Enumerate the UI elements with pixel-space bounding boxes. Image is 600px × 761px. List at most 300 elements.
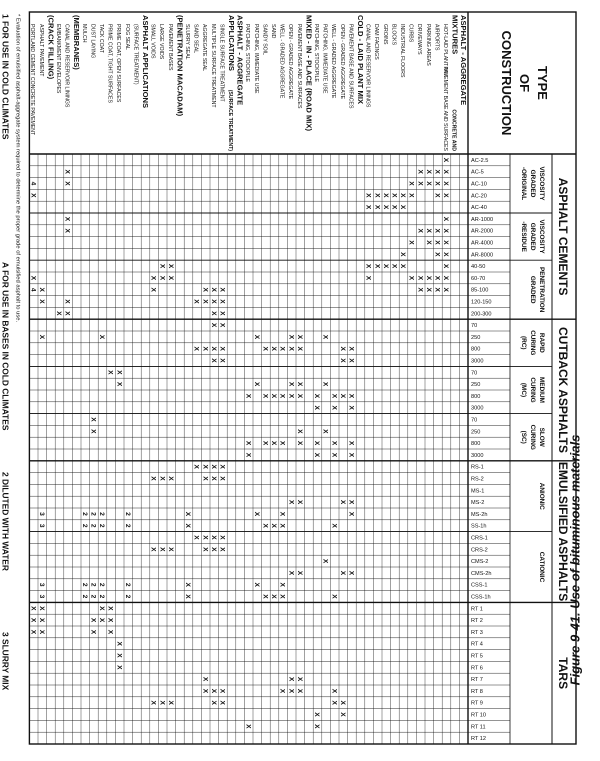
column-label: RT 7 xyxy=(471,677,483,684)
cell-mark: X xyxy=(442,240,450,245)
cell-mark: X xyxy=(29,617,37,623)
cell-mark: X xyxy=(184,582,192,587)
cell-mark: X xyxy=(201,346,209,351)
cell-mark: X xyxy=(364,263,372,269)
cell-mark: X xyxy=(244,393,252,399)
cell-mark: X xyxy=(287,381,295,387)
cell-mark: 3 xyxy=(37,512,45,516)
row-label-extra: (SURFACE TREATMENT) xyxy=(227,89,233,151)
cell-mark: X xyxy=(313,405,321,410)
cell-mark: X xyxy=(407,193,415,198)
column-label: 800 xyxy=(471,441,481,448)
cell-mark: X xyxy=(416,181,424,186)
cell-mark: X xyxy=(261,523,269,528)
subgroup-header: GRADED xyxy=(529,222,536,251)
cell-mark: X xyxy=(89,417,97,422)
column-label: 800 xyxy=(471,346,481,353)
cell-mark: X xyxy=(261,440,269,446)
column-label: RT 2 xyxy=(471,618,483,625)
section-label: (PENETRATION MACADAM) xyxy=(175,15,185,117)
cell-mark: X xyxy=(158,263,166,269)
row-label: EMBANKMENT ENVELOPES xyxy=(55,24,61,94)
cell-mark: X xyxy=(330,688,338,694)
cell-mark: X xyxy=(209,476,217,481)
cell-mark: X xyxy=(295,499,303,505)
cell-mark: X xyxy=(37,287,45,292)
column-label: RT 8 xyxy=(471,688,483,695)
column-label: CMS-2 xyxy=(471,559,489,566)
cell-mark: X xyxy=(330,393,338,399)
column-label: 70 xyxy=(471,417,478,424)
cell-mark: X xyxy=(106,617,114,623)
cell-mark: X xyxy=(270,523,278,528)
cell-mark: X xyxy=(399,193,407,198)
column-label: AC-5 xyxy=(471,169,484,176)
cell-mark: X xyxy=(347,358,355,363)
cell-mark: X xyxy=(321,429,329,434)
row-label: OPEN - GRADED AGGREGATE xyxy=(287,24,294,100)
cell-mark: 2 xyxy=(89,523,97,528)
cell-mark: X xyxy=(278,688,286,694)
cell-mark: X xyxy=(201,535,209,540)
cell-mark: 3 xyxy=(37,594,45,599)
cell-mark: X xyxy=(158,700,166,705)
column-label: 250 xyxy=(471,429,481,436)
cell-mark: X xyxy=(390,204,398,210)
cell-mark: X xyxy=(158,547,166,552)
cell-mark: X xyxy=(166,476,174,481)
row-label: SAND xyxy=(270,24,276,39)
cell-mark: 2 xyxy=(89,512,97,516)
type-of-construction-label: CONSTRUCTION xyxy=(499,30,514,136)
cell-mark: X xyxy=(321,558,329,564)
cell-mark: X xyxy=(330,700,338,705)
column-label: AR-4000 xyxy=(471,240,494,247)
group-header: TARS xyxy=(556,657,570,690)
cell-mark: X xyxy=(192,346,200,351)
cell-mark: X xyxy=(37,629,45,635)
cell-mark: X xyxy=(442,193,450,198)
row-label: BLOCKS xyxy=(390,24,397,46)
cell-mark: X xyxy=(115,641,123,646)
row-label: (SURFACE TREATMENT) xyxy=(132,24,139,85)
cell-mark: X xyxy=(244,452,252,458)
column-label: AC-40 xyxy=(471,205,487,212)
column-label: MS-1 xyxy=(471,488,485,495)
cell-mark: 3 xyxy=(37,523,45,528)
cell-mark: X xyxy=(295,688,303,694)
subgroup-header: CATIONIC xyxy=(538,551,545,583)
cell-mark: X xyxy=(201,299,209,304)
column-label: 200-300 xyxy=(471,311,492,318)
cell-mark: X xyxy=(287,688,295,694)
cell-mark: X xyxy=(433,252,441,257)
cell-mark: X xyxy=(63,299,71,304)
cell-mark: X xyxy=(338,499,346,505)
cell-mark: X xyxy=(295,346,303,351)
cell-mark: X xyxy=(399,263,407,269)
footnote-item: A FOR USE IN BASES IN COLD CLIMATES xyxy=(0,262,11,431)
cell-mark: X xyxy=(270,393,278,399)
row-label: AIRPORTS xyxy=(433,24,440,51)
cell-mark: X xyxy=(347,440,355,446)
cell-mark: X xyxy=(295,676,303,682)
cell-mark: X xyxy=(442,181,450,186)
cell-mark: X xyxy=(278,393,286,399)
column-label: AR-8000 xyxy=(471,252,494,259)
cell-mark: 2 xyxy=(123,594,131,599)
cell-mark: X xyxy=(278,523,286,528)
cell-mark: 2 xyxy=(123,582,131,587)
cell-mark: X xyxy=(424,275,432,281)
cell-mark: X xyxy=(433,169,441,174)
column-label: 85-100 xyxy=(471,287,489,294)
cell-mark: X xyxy=(106,629,114,635)
cell-mark: X xyxy=(442,275,450,281)
cell-mark: X xyxy=(295,334,303,340)
cell-mark: X xyxy=(252,511,260,517)
cell-mark: X xyxy=(29,606,37,611)
section-label: ASPHALT - AGGREGATE xyxy=(459,15,469,106)
row-label: PATCHING, IMMEDIATE USE xyxy=(252,24,259,94)
row-label: DAM FACINGS xyxy=(373,24,380,60)
cell-mark: 2 xyxy=(80,594,88,599)
cell-mark: X xyxy=(373,193,381,198)
cell-mark: X xyxy=(261,393,269,399)
cell-mark: X xyxy=(244,724,252,729)
cell-mark: X xyxy=(390,193,398,198)
cell-mark: X xyxy=(416,287,424,292)
cell-mark: X xyxy=(364,193,372,198)
footnote-item: 2 DILUTED WITH WATER xyxy=(0,472,11,571)
cell-mark: X xyxy=(209,322,217,328)
cell-mark: X xyxy=(218,287,226,292)
row-label-extra: PAVEMENT BASE AND SURFACES xyxy=(442,66,448,151)
column-label: MS-2h xyxy=(471,511,488,518)
cell-mark: X xyxy=(201,547,209,552)
row-label: DUST LAYING xyxy=(89,24,96,59)
row-label: TACK COAT xyxy=(98,24,104,53)
cell-mark: X xyxy=(416,275,424,281)
cell-mark: X xyxy=(218,464,226,469)
cell-mark: X xyxy=(218,346,226,351)
row-label: PATCHING, IMMEDIATE USE xyxy=(321,24,328,94)
cell-mark: X xyxy=(209,311,217,316)
cell-mark: X xyxy=(184,594,192,599)
cell-mark: X xyxy=(149,700,157,705)
cell-mark: X xyxy=(63,181,71,186)
cell-mark: X xyxy=(158,476,166,481)
cell-mark: X xyxy=(433,228,441,233)
row-label: SMALL VOIDS xyxy=(149,24,156,59)
cell-mark: 2 xyxy=(98,594,106,599)
subgroup-header: (MC) xyxy=(520,382,527,398)
cell-mark: X xyxy=(433,181,441,186)
column-label: RT 3 xyxy=(471,629,483,636)
cell-mark: X xyxy=(218,311,226,316)
cell-mark: X xyxy=(373,263,381,269)
column-label: RT 1 xyxy=(471,606,483,613)
cell-mark: X xyxy=(278,594,286,599)
group-header: CUTBACK ASPHALTS xyxy=(556,327,570,453)
cell-mark: X xyxy=(442,252,450,257)
column-label: 3000 xyxy=(471,405,484,412)
section-label: (CRACK FILLING) xyxy=(46,15,56,80)
row-label: GROINS xyxy=(381,24,388,45)
column-label: RT 6 xyxy=(471,665,483,672)
cell-mark: X xyxy=(184,511,192,517)
cell-mark: 2 xyxy=(80,523,88,528)
figure-caption xyxy=(560,380,590,740)
cell-mark: X xyxy=(373,204,381,210)
column-label: 70 xyxy=(471,323,478,330)
cell-mark: X xyxy=(338,570,346,576)
cell-mark: X xyxy=(218,358,226,363)
cell-mark: X xyxy=(106,370,114,375)
cell-mark: X xyxy=(184,523,192,528)
column-label: CSS-1 xyxy=(471,582,488,589)
cell-mark: X xyxy=(364,204,372,210)
cell-mark: X xyxy=(201,287,209,292)
row-label: WELL - GRADED AGGREGATE xyxy=(278,24,285,99)
subgroup-header: PENETRATION xyxy=(538,267,545,313)
cell-mark: X xyxy=(390,263,398,269)
cell-mark: X xyxy=(407,275,415,281)
cell-mark: X xyxy=(424,287,432,292)
subgroup-header: VISCOSITY xyxy=(538,166,545,201)
cell-mark: X xyxy=(287,334,295,340)
cell-mark: X xyxy=(287,570,295,576)
cell-mark: X xyxy=(313,452,321,458)
column-label: 3000 xyxy=(471,358,484,365)
column-label: CMS-2h xyxy=(471,570,492,577)
cell-mark: 4 xyxy=(29,181,37,186)
cell-mark: X xyxy=(201,464,209,469)
cell-mark: X xyxy=(407,181,415,186)
subgroup-header: CURING xyxy=(529,377,536,403)
row-label: CANAL AND RESERVOIR LININGS xyxy=(63,24,70,108)
cell-mark: X xyxy=(218,299,226,304)
cell-mark: X xyxy=(433,240,441,245)
cell-mark: X xyxy=(347,499,355,505)
cell-mark: X xyxy=(287,393,295,399)
cell-mark: X xyxy=(115,381,123,387)
section-label: ASPHALT - AGGREGATE xyxy=(235,15,245,106)
cell-mark: X xyxy=(98,334,106,340)
cell-mark: X xyxy=(209,688,217,694)
cell-mark: X xyxy=(29,275,37,281)
cell-mark: X xyxy=(149,275,157,281)
footnote-item: 3 SLURRY MIX xyxy=(0,632,11,691)
cell-mark: X xyxy=(192,299,200,304)
cell-mark: X xyxy=(347,346,355,351)
cell-mark: X xyxy=(166,700,174,705)
cell-mark: X xyxy=(218,535,226,540)
cell-mark: X xyxy=(201,676,209,682)
row-label: SAND SEAL xyxy=(192,24,199,54)
cell-mark: X xyxy=(278,346,286,351)
column-label: 250 xyxy=(471,334,481,341)
cell-mark: X xyxy=(209,299,217,304)
cell-mark: 2 xyxy=(80,582,88,587)
cell-mark: X xyxy=(338,700,346,705)
subgroup-header: ANIONIC xyxy=(538,482,545,510)
column-label: 120-150 xyxy=(471,299,492,306)
cell-mark: X xyxy=(149,287,157,292)
cell-mark: X xyxy=(115,665,123,670)
row-label: PAVEMENT BASE AND SURFACES xyxy=(347,24,354,109)
cell-mark: X xyxy=(37,606,45,611)
subgroup-header: GRADED xyxy=(529,275,536,304)
cell-mark: X xyxy=(381,263,389,269)
row-label: PATCHING, STOCKPILE xyxy=(313,24,319,82)
row-label: AGGREGATE SEAL xyxy=(201,24,208,72)
row-label: MULTIPLE SURFACE TREATMENT xyxy=(209,24,216,108)
cell-mark: X xyxy=(364,275,372,281)
cell-mark: X xyxy=(424,181,432,186)
row-label: OPEN - GRADED AGGREGATE xyxy=(338,24,345,100)
cell-mark: 2 xyxy=(98,512,106,516)
cell-mark: X xyxy=(278,440,286,446)
cell-mark: X xyxy=(442,216,450,222)
cell-mark: X xyxy=(218,322,226,328)
column-label: RT 12 xyxy=(471,736,487,743)
cell-mark: X xyxy=(338,393,346,399)
cell-mark: X xyxy=(287,676,295,682)
column-label: RS-1 xyxy=(471,464,484,471)
cell-mark: X xyxy=(98,606,106,611)
type-of-construction-label: TYPE xyxy=(535,66,550,100)
section-label: APPLICATIONS xyxy=(227,15,236,71)
cell-mark: X xyxy=(244,440,252,446)
column-label: 800 xyxy=(471,393,481,400)
cell-mark: X xyxy=(381,204,389,210)
column-label: 40-50 xyxy=(471,264,486,271)
cell-mark: X xyxy=(424,169,432,174)
row-label: SLURRY SEAL xyxy=(184,24,190,60)
cell-mark: X xyxy=(347,393,355,399)
row-label: CURBS xyxy=(407,24,414,43)
cell-mark: X xyxy=(106,606,114,611)
row-label: PARKING AREAS xyxy=(424,24,431,66)
section-label: MIXED - IN - PLACE (ROAD MIX) xyxy=(304,15,314,132)
column-label: RT 10 xyxy=(471,712,487,719)
subgroup-header: (RC) xyxy=(520,336,527,350)
row-label: HOT-LAID PLANT MIX xyxy=(442,24,448,77)
subgroup-header: (SC) xyxy=(520,430,527,444)
subgroup-header: -ORIGINAL xyxy=(520,166,527,201)
cell-mark: X xyxy=(209,346,217,351)
column-label: AC-10 xyxy=(471,181,487,188)
cell-mark: X xyxy=(166,263,174,269)
cell-mark: X xyxy=(209,287,217,292)
cell-mark: X xyxy=(424,228,432,233)
cell-mark: X xyxy=(278,582,286,587)
cell-mark: X xyxy=(433,193,441,198)
cell-mark: X xyxy=(98,617,106,623)
cell-mark: 3 xyxy=(37,582,45,587)
row-label: PATCHING, STOCKPILE xyxy=(244,24,251,82)
footnote-asterisk: * Evaluation of emulsified asphalt-aggregate system required to determine the proper grade of emulsified asphalt to use. xyxy=(14,14,21,323)
cell-mark: X xyxy=(270,440,278,446)
row-label: ASPHALT PAVEMENT xyxy=(37,24,44,77)
cell-mark: X xyxy=(295,429,303,434)
cell-mark: X xyxy=(89,629,97,635)
cell-mark: X xyxy=(218,476,226,481)
group-header: ASPHALT CEMENTS xyxy=(556,177,570,296)
column-label: CRS-2 xyxy=(471,547,488,554)
column-label: RT 4 xyxy=(471,641,483,648)
section-label: (MEMBRANES) xyxy=(72,15,82,70)
cell-mark: 2 xyxy=(80,512,88,516)
cell-mark: X xyxy=(347,570,355,576)
cell-mark: X xyxy=(399,204,407,210)
cell-mark: X xyxy=(166,547,174,552)
column-label: MS-2 xyxy=(471,500,485,507)
cell-mark: X xyxy=(433,287,441,292)
subgroup-header: CURING xyxy=(529,424,536,450)
cell-mark: X xyxy=(149,476,157,481)
cell-mark: X xyxy=(442,228,450,233)
subgroup-header: RAPID xyxy=(538,332,545,353)
row-label: LARGE VOIDS xyxy=(158,24,165,60)
cell-mark: X xyxy=(330,452,338,458)
column-label: AR-1000 xyxy=(471,216,494,223)
column-label: 70 xyxy=(471,370,478,377)
cell-mark: X xyxy=(252,381,260,387)
row-label: FOG SEAL xyxy=(123,24,130,50)
cell-mark: X xyxy=(321,381,329,387)
cell-mark: X xyxy=(347,452,355,458)
cell-mark: X xyxy=(287,499,295,505)
cell-mark: X xyxy=(330,440,338,446)
cell-mark: X xyxy=(209,700,217,705)
cell-mark: X xyxy=(55,311,63,316)
figure-caption-text: Figure 9-41. Use of bituminous materials xyxy=(567,434,583,686)
cell-mark: X xyxy=(201,476,209,481)
cell-mark: X xyxy=(29,193,37,198)
column-label: RT 9 xyxy=(471,700,483,707)
column-label: RS-2 xyxy=(471,476,484,483)
cell-mark: X xyxy=(63,169,71,174)
column-label: CRS-1 xyxy=(471,535,488,542)
row-label: CANAL AND RESERVOIR LININGS xyxy=(364,24,371,108)
cell-mark: X xyxy=(295,393,303,399)
cell-mark: X xyxy=(261,594,269,599)
cell-mark: X xyxy=(270,346,278,351)
cell-mark: X xyxy=(399,252,407,257)
cell-mark: 2 xyxy=(89,594,97,599)
cell-mark: X xyxy=(338,358,346,363)
row-label: MULCH xyxy=(80,24,87,43)
cell-mark: X xyxy=(209,547,217,552)
cell-mark: X xyxy=(313,724,321,729)
cell-mark: X xyxy=(338,346,346,351)
cell-mark: 4 xyxy=(29,287,37,292)
cell-mark: 2 xyxy=(123,512,131,516)
cell-mark: X xyxy=(89,617,97,623)
column-label: 60-70 xyxy=(471,275,486,282)
cell-mark: X xyxy=(29,629,37,635)
row-label: PRIME COAT, OPEN SURFACES xyxy=(115,24,122,103)
bituminous-materials-table xyxy=(0,8,580,748)
cell-mark: X xyxy=(166,275,174,281)
cell-mark: 2 xyxy=(123,523,131,528)
cell-mark: X xyxy=(252,334,260,340)
cell-mark: X xyxy=(313,440,321,446)
column-label: CSS-1h xyxy=(471,594,491,601)
column-label: 3000 xyxy=(471,452,484,459)
